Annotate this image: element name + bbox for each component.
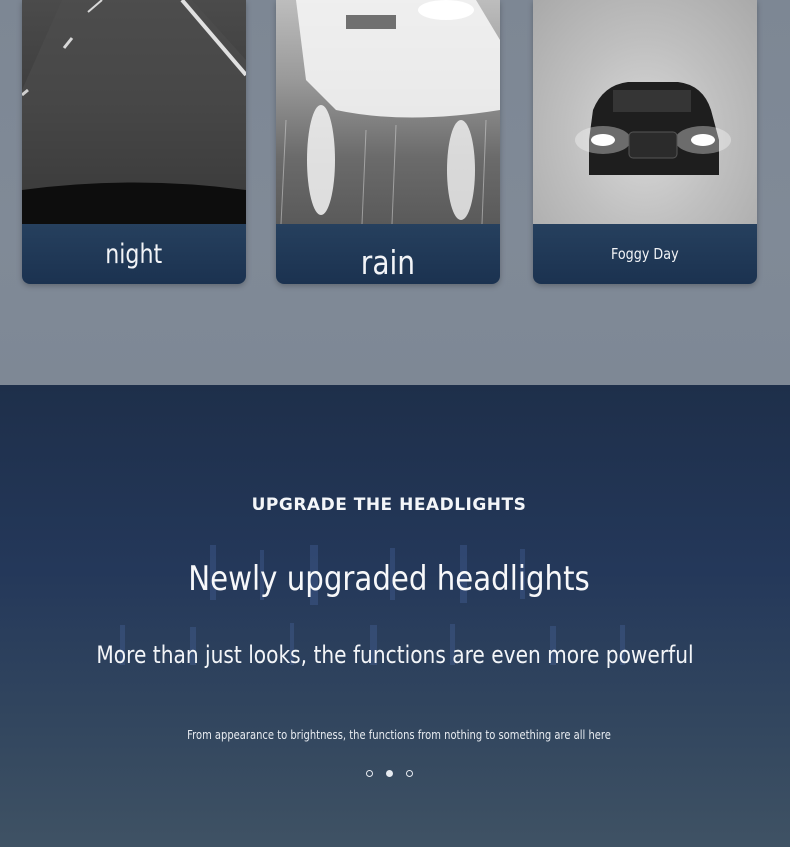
scenario-card-label-bar [533,224,757,284]
section-headline: Newly upgraded headlights [188,559,590,599]
scenario-card-label-bar [22,224,246,284]
carousel-dot-1[interactable] [366,770,373,777]
scenario-card-label-bar [276,224,500,284]
scenario-card-label: rain [360,242,416,282]
scenario-card-label: Foggy Day [611,245,679,263]
foggy-car-image [533,0,757,224]
scenario-card-rain[interactable] [276,0,500,284]
scenario-card-fog[interactable] [533,0,757,284]
scenario-section [0,0,790,385]
carousel-dot-2[interactable] [386,770,393,777]
section-description: From appearance to brightness, the functions from nothing to something are all here [187,728,611,742]
rain-car-image [276,0,500,224]
scenario-card-label: night [105,238,163,270]
carousel-dot-3[interactable] [406,770,413,777]
carousel-pagination [366,770,413,777]
section-subheading: More than just looks, the functions are even more powerful [96,641,694,669]
night-road-image [22,0,246,224]
scenario-card-night[interactable] [22,0,246,284]
upgrade-banner [0,385,790,847]
section-eyebrow: UPGRADE THE HEADLIGHTS [251,495,527,515]
